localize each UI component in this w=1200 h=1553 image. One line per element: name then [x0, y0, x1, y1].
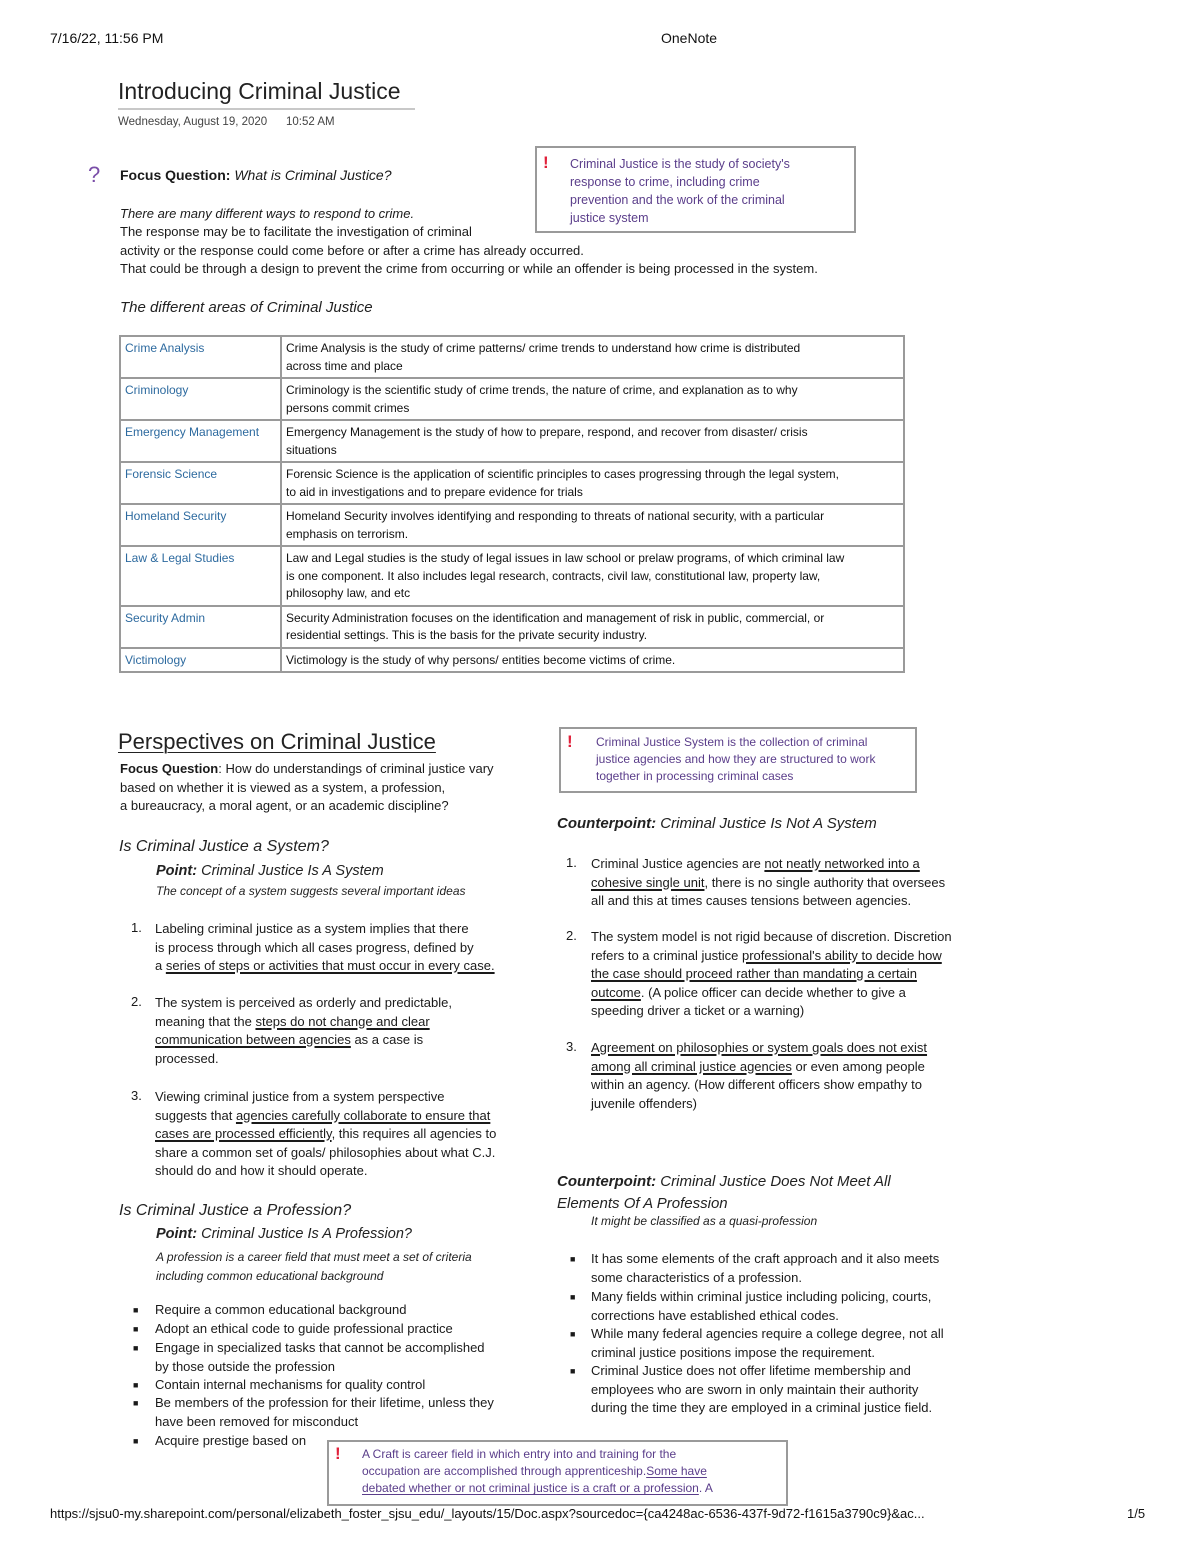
- intro-line-1: There are many different ways to respond to crime.: [120, 206, 415, 221]
- list-item: Criminal Justice does not offer lifetime membership and employees who are sworn in only maintain their authority during the time they are employed in a criminal justice field.: [591, 1363, 933, 1415]
- focus-text: What is Criminal Justice?: [234, 167, 392, 183]
- list-item: The system is perceived as orderly and predictable, meaning that the steps do not change and clear communication between agencies as a case is processed.: [155, 995, 452, 1066]
- intro-line-3: activity or the response could come before or after a crime has already occurred.: [120, 243, 584, 258]
- page-url: https://sjsu0-my.sharepoint.com/personal/elizabeth_foster_sjsu_edu/_layouts/15/Doc.aspx?sourcedoc={ca4248ac-6536-437f-9d72-f1615a3790c9}&ac...: [50, 1506, 925, 1521]
- perspectives-focus-line-3: a bureaucracy, a moral agent, or an academic discipline?: [120, 798, 449, 813]
- area-name: Victimology: [120, 648, 281, 673]
- area-name: Crime Analysis: [120, 336, 281, 378]
- table-row: [120, 504, 904, 546]
- list-item: Be members of the profession for their lifetime, unless they have been removed for misconduct: [155, 1395, 494, 1429]
- area-description: Forensic Science is the application of scientific principles to cases progressing through the legal system, to aid in investigations and to prepare evidence for trials: [281, 462, 904, 504]
- callout-line-3: prevention and the work of the criminal: [570, 193, 785, 207]
- list-item: Agreement on philosophies or system goals does not exist among all criminal justice agencies or even among people within an agency. (How different officers show empathy to juvenile offenders): [591, 1040, 928, 1111]
- area-name: Security Admin: [120, 606, 281, 648]
- area-name: Homeland Security: [120, 504, 281, 546]
- callout-line-2: occupation are accomplished through apprenticeship.Some have: [362, 1464, 707, 1478]
- list-item: Engage in specialized tasks that cannot be accomplished by those outside the profession: [155, 1340, 485, 1374]
- list-item: Many fields within criminal justice including policing, courts, corrections have established ethical codes.: [591, 1289, 932, 1323]
- table-row: [120, 648, 904, 673]
- print-app-name: OneNote: [661, 30, 718, 46]
- callout-line-2: response to crime, including crime: [570, 175, 760, 189]
- callout-line-4: justice system: [570, 211, 649, 225]
- list-number: 2.: [566, 928, 577, 943]
- area-description: Homeland Security involves identifying and responding to threats of national security, with a particular emphasis on terrorism.: [281, 504, 904, 546]
- question-icon: ?: [88, 162, 101, 187]
- table-row: [120, 606, 904, 648]
- callout-line-1: A Craft is career field in which entry into and training for the: [362, 1447, 677, 1461]
- area-name: Law & Legal Studies: [120, 546, 281, 606]
- system-heading: Is Criminal Justice a System?: [119, 838, 329, 855]
- system-subtext: The concept of a system suggests several important ideas: [156, 884, 466, 898]
- counterpoint-subtext: It might be classified as a quasi-profession: [591, 1214, 818, 1228]
- profession-subtext: A profession is a career field that must meet a set of criteria including common educational background: [156, 1250, 472, 1283]
- area-description: Criminology is the scientific study of crime trends, the nature of crime, and explanation as to why persons commit crimes: [281, 378, 904, 420]
- list-number: 3.: [131, 1088, 142, 1103]
- focus-label: Focus Question:: [120, 167, 231, 183]
- table-row: [120, 420, 904, 462]
- page-number: 1/5: [1127, 1506, 1146, 1521]
- exclamation-icon: !: [543, 153, 549, 172]
- list-item: Adopt an ethical code to guide professional practice: [155, 1321, 453, 1336]
- areas-table: [119, 335, 905, 673]
- bullet-icon: ■: [133, 1398, 139, 1408]
- callout-line-3: together in processing criminal cases: [596, 769, 794, 783]
- system-definition-callout: [559, 727, 917, 793]
- callout-line-1: Criminal Justice System is the collection of criminal: [596, 735, 868, 749]
- page-title: Introducing Criminal Justice: [118, 78, 401, 104]
- exclamation-icon: !: [567, 732, 573, 751]
- list-item: While many federal agencies require a college degree, not all criminal justice positions impose the requirement.: [591, 1326, 944, 1360]
- profession-heading: Is Criminal Justice a Profession?: [119, 1202, 352, 1219]
- list-item: Contain internal mechanisms for quality control: [155, 1377, 426, 1392]
- perspectives-focus-line-2: based on whether it is viewed as a system, a profession,: [120, 780, 446, 795]
- bullet-icon: ■: [570, 1329, 576, 1339]
- exclamation-icon: !: [335, 1444, 341, 1463]
- callout-line-2: justice agencies and how they are structured to work: [596, 752, 876, 766]
- list-item: Labeling criminal justice as a system implies that there is process through which all cases progress, defined by a series of steps or activities that must occur in every case.: [155, 921, 495, 973]
- perspectives-title: Perspectives on Criminal Justice: [118, 729, 436, 754]
- list-item: Require a common educational background: [155, 1302, 407, 1317]
- area-name: Forensic Science: [120, 462, 281, 504]
- area-description: Security Administration focuses on the identification and management of risk in public, commercial, or residential settings. This is the basis for the private security industry.: [281, 606, 904, 648]
- list-item: It has some elements of the craft approach and it also meets some characteristics of a profession.: [591, 1251, 940, 1285]
- area-name: Criminology: [120, 378, 281, 420]
- bullet-icon: ■: [133, 1343, 139, 1353]
- definition-callout: [535, 146, 856, 233]
- print-datetime: 7/16/22, 11:56 PM: [50, 30, 164, 46]
- counterpoint-system: Counterpoint: Criminal Justice Is Not A System: [557, 815, 877, 832]
- list-item: The system model is not rigid because of discretion. Discretion refers to a criminal justice professional's ability to decide how the case should proceed rather than mandating a certain outcome. (A police officer can decide whether to give a speeding driver a ticket or a warning): [591, 929, 952, 1018]
- title-underline: [118, 108, 415, 110]
- page-date: Wednesday, August 19, 2020: [118, 116, 268, 128]
- list-number: 2.: [131, 994, 142, 1009]
- table-row: [120, 462, 904, 504]
- bullet-icon: ■: [133, 1324, 139, 1334]
- profession-point: Point: Criminal Justice Is A Profession?: [156, 1226, 412, 1242]
- area-description: Emergency Management is the study of how to prepare, respond, and recover from disaster/ crisis situations: [281, 420, 904, 462]
- intro-line-4: That could be through a design to prevent the crime from occurring or while an offender is being processed in the system.: [120, 261, 818, 276]
- bullet-icon: ■: [133, 1305, 139, 1315]
- bullet-icon: ■: [133, 1380, 139, 1390]
- bullet-icon: ■: [570, 1292, 576, 1302]
- area-description: Victimology is the study of why persons/ entities become victims of crime.: [281, 648, 904, 673]
- list-item: Criminal Justice agencies are not neatly networked into a cohesive single unit, there is no single authority that oversees all and this at times causes tensions between agencies.: [591, 856, 946, 908]
- table-row: [120, 336, 904, 378]
- focus-question: [120, 166, 392, 185]
- list-number: 1.: [131, 920, 142, 935]
- list-number: 3.: [566, 1039, 577, 1054]
- area-name: Emergency Management: [120, 420, 281, 462]
- list-item: Acquire prestige based on: [155, 1433, 307, 1448]
- callout-line-3: debated whether or not criminal justice is a craft or a profession. A: [362, 1481, 713, 1495]
- callout-line-1: Criminal Justice is the study of society's: [570, 157, 790, 171]
- bullet-icon: ■: [133, 1436, 139, 1446]
- intro-line-2: The response may be to facilitate the investigation of criminal: [120, 224, 472, 239]
- craft-definition-callout: [327, 1440, 788, 1506]
- table-row: [120, 546, 904, 606]
- area-description: Law and Legal studies is the study of legal issues in law school or prelaw programs, of which criminal law is one component. It also includes legal research, contracts, civil law, constitutional law, property law, philosophy law, and etc: [281, 546, 904, 606]
- bullet-icon: ■: [570, 1254, 576, 1264]
- areas-heading: The different areas of Criminal Justice: [120, 299, 373, 316]
- perspectives-focus-line-1: Focus Question: How do understandings of criminal justice vary: [120, 761, 494, 776]
- counterpoint-profession: Counterpoint: Criminal Justice Does Not Meet All Elements Of A Profession: [557, 1173, 891, 1212]
- system-point: Point: Criminal Justice Is A System: [156, 863, 384, 879]
- list-number: 1.: [566, 855, 577, 870]
- area-description: Crime Analysis is the study of crime patterns/ crime trends to understand how crime is distributed across time and place: [281, 336, 904, 378]
- page-time: 10:52 AM: [286, 116, 335, 128]
- list-item: Viewing criminal justice from a system perspective suggests that agencies carefully collaborate to ensure that cases are processed efficiently, this requires all agencies to share a common set of goals/ philosophies about what C.J. should do and how it should operate.: [155, 1089, 497, 1178]
- bullet-icon: ■: [570, 1366, 576, 1376]
- table-row: [120, 378, 904, 420]
